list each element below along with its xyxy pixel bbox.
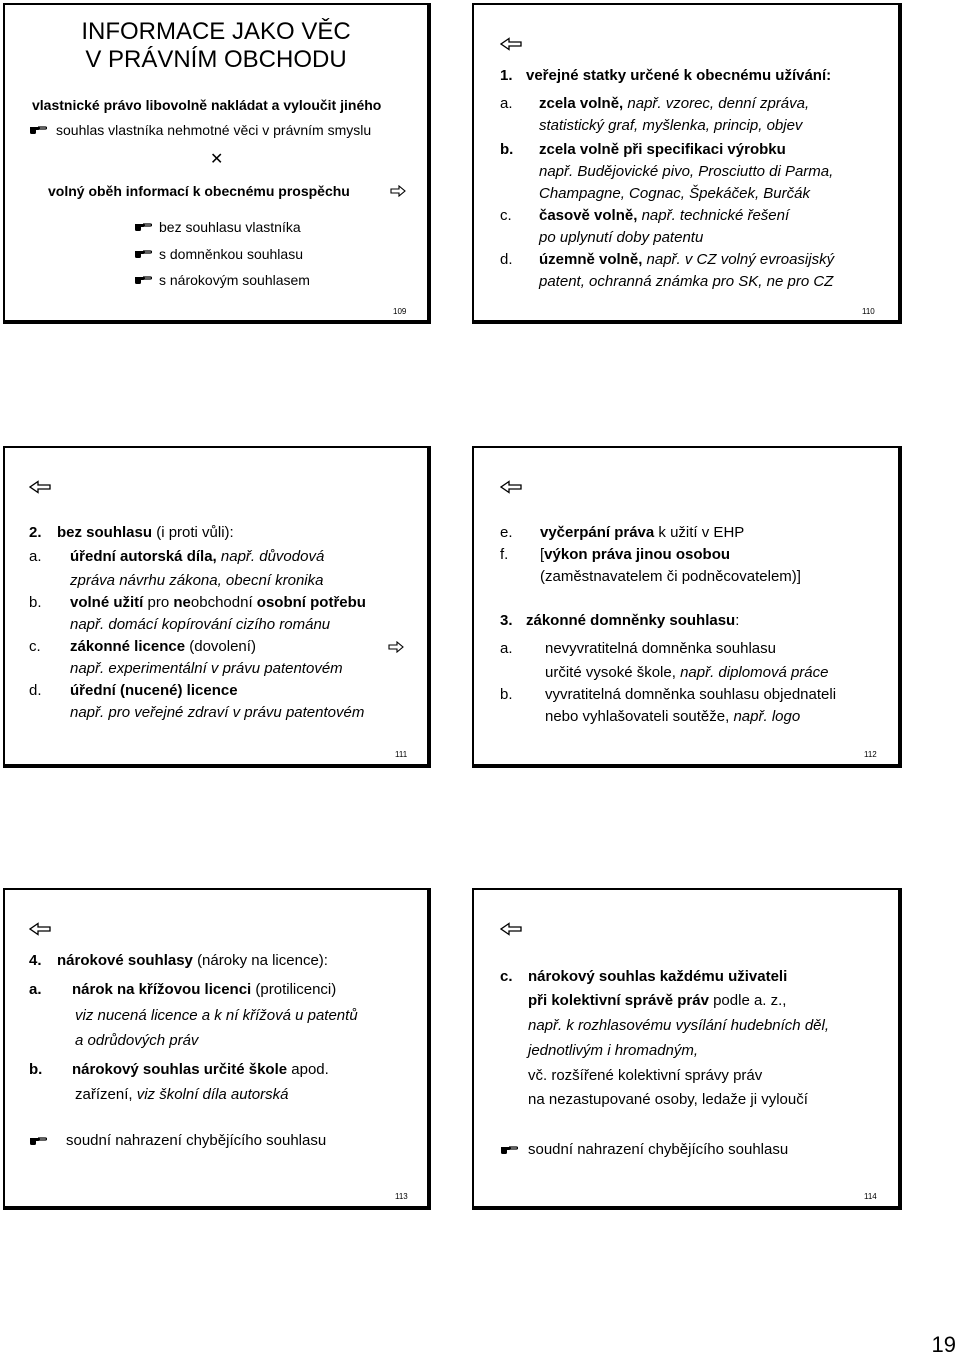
item-line: zařízení, viz školní díla autorská <box>75 1086 289 1103</box>
item-line: časově volně, např. technické řešení <box>539 207 790 224</box>
item-line: a odrůdových práv <box>75 1032 199 1049</box>
arrow-right-icon <box>388 641 404 653</box>
item-label: a. <box>500 640 513 657</box>
item-line: úřední (nucené) licence <box>70 682 238 699</box>
arrow-left-icon <box>29 922 51 936</box>
item-line: úřední autorská díla, např. důvodová <box>70 548 325 565</box>
slide-number: 113 <box>395 1192 408 1201</box>
item-line: zcela volně při specifikaci výrobku <box>539 141 786 158</box>
item-line: statistický graf, myšlenka, princip, objev <box>539 117 803 134</box>
heading: veřejné statky určené k obecnému užívání: <box>526 67 832 84</box>
item-label: e. <box>500 524 513 541</box>
item-line: na nezastupované osoby, ledaže ji vyloučí <box>528 1091 808 1108</box>
item-line: vyčerpání práva k užití v EHP <box>540 524 745 541</box>
bullet-item: s domněnkou souhlasu <box>159 246 303 262</box>
item-line: zcela volně, např. vzorec, denní zpráva, <box>539 95 810 112</box>
arrow-left-icon <box>500 922 522 936</box>
item-line: nebo vyhlašovateli soutěže, např. logo <box>545 708 801 725</box>
item-label: a. <box>29 981 42 998</box>
pointing-hand-icon <box>500 1143 518 1155</box>
item-label: d. <box>500 251 513 268</box>
slide-110 <box>472 3 902 324</box>
arrow-left-icon <box>500 480 522 494</box>
item-label: b. <box>500 686 513 703</box>
heading-number: 4. <box>29 952 42 969</box>
slide-number: 110 <box>862 307 875 316</box>
item-line: patent, ochranná známka pro SK, ne pro CZ <box>539 273 834 290</box>
item-label: b. <box>500 141 514 158</box>
pointing-hand-icon <box>29 1134 47 1146</box>
item-label: b. <box>29 594 42 611</box>
item-label: c. <box>29 638 41 655</box>
heading-number: 3. <box>500 612 513 629</box>
slide-111 <box>3 446 431 768</box>
text-line: souhlas vlastníka nehmotné věci v právním smyslu <box>56 122 372 138</box>
heading: zákonné domněnky souhlasu: <box>526 612 740 629</box>
item-label: a. <box>29 548 42 565</box>
item-label: c. <box>500 968 513 985</box>
item-line: po uplynutí doby patentu <box>539 229 704 246</box>
bullet-item: s nárokovým souhlasem <box>159 272 310 288</box>
arrow-right-icon <box>390 185 406 197</box>
item-label: f. <box>500 546 509 563</box>
bullet-item: soudní nahrazení chybějícího souhlasu <box>66 1132 327 1149</box>
slide-number: 114 <box>864 1192 877 1201</box>
item-line: např. domácí kopírování cizího románu <box>70 616 331 633</box>
cross-icon: ✕ <box>210 151 224 168</box>
heading-number: 1. <box>500 67 513 84</box>
heading: bez souhlasu (i proti vůli): <box>57 524 234 541</box>
slide-title-line2: V PRÁVNÍM OBCHODU <box>85 46 347 73</box>
item-line: např. Budějovické pivo, Prosciutto di Parma, <box>539 163 834 180</box>
item-line: např. pro veřejné zdraví v právu patentovém <box>70 704 365 721</box>
page-number: 19 <box>931 1332 956 1357</box>
pointing-hand-icon <box>134 220 152 232</box>
slide-title-line1: INFORMACE JAKO VĚC <box>81 18 351 45</box>
pointing-hand-icon <box>134 273 152 285</box>
slide-112 <box>472 446 902 768</box>
item-label: a. <box>500 95 513 112</box>
slide-114 <box>472 888 902 1210</box>
slide-number: 112 <box>864 750 877 759</box>
item-line: nárok na křížovou licenci (protilicenci) <box>72 981 337 998</box>
item-line: vyvratitelná domněnka souhlasu objednateli <box>545 686 837 703</box>
pointing-hand-icon <box>29 123 47 135</box>
arrow-left-icon <box>500 37 522 51</box>
item-line: nárokový souhlas každému uživateli <box>528 968 788 985</box>
item-line: Champagne, Cognac, Špekáček, Burčák <box>539 185 810 202</box>
item-line: volné užití pro neobchodní osobní potřebu <box>70 594 366 611</box>
item-line: nárokový souhlas určité škole apod. <box>72 1061 329 1078</box>
bullet-item: bez souhlasu vlastníka <box>159 219 301 235</box>
text-line: vlastnické právo libovolně nakládat a vyloučit jiného <box>32 97 382 113</box>
slide-109 <box>3 3 431 324</box>
slide-number: 109 <box>393 307 407 316</box>
pointing-hand-icon <box>134 247 152 259</box>
item-line: jednotlivým i hromadným, <box>528 1042 699 1059</box>
item-line: zpráva návrhu zákona, obecní kronika <box>70 572 324 589</box>
item-line: určité vysoké škole, např. diplomová práce <box>545 664 829 681</box>
item-line: např. k rozhlasovému vysílání hudebních děl, <box>528 1017 830 1034</box>
item-line: vč. rozšířené kolektivní správy práv <box>528 1067 763 1084</box>
bullet-item: soudní nahrazení chybějícího souhlasu <box>528 1141 789 1158</box>
item-label: c. <box>500 207 512 224</box>
slide-number: 111 <box>395 750 408 759</box>
item-line: [výkon práva jinou osobou <box>540 546 731 563</box>
item-line: (zaměstnavatelem či podněcovatelem)] <box>540 568 801 585</box>
item-label: d. <box>29 682 42 699</box>
item-line: při kolektivní správě práv podle a. z., <box>528 992 787 1009</box>
item-line: nevyvratitelná domněnka souhlasu <box>545 640 776 657</box>
item-line: např. experimentální v právu patentovém <box>70 660 343 677</box>
heading-number: 2. <box>29 524 42 541</box>
item-line: územně volně, např. v CZ volný evroasijský <box>539 251 835 268</box>
arrow-left-icon <box>29 480 51 494</box>
item-label: b. <box>29 1061 43 1078</box>
text-line: volný oběh informací k obecnému prospěchu <box>48 183 350 199</box>
item-line: viz nucená licence a k ní křížová u patentů <box>75 1007 358 1024</box>
item-line: zákonné licence (dovolení) <box>70 638 256 655</box>
slide-113 <box>3 888 431 1210</box>
heading: nárokové souhlasy (nároky na licence): <box>57 952 328 969</box>
